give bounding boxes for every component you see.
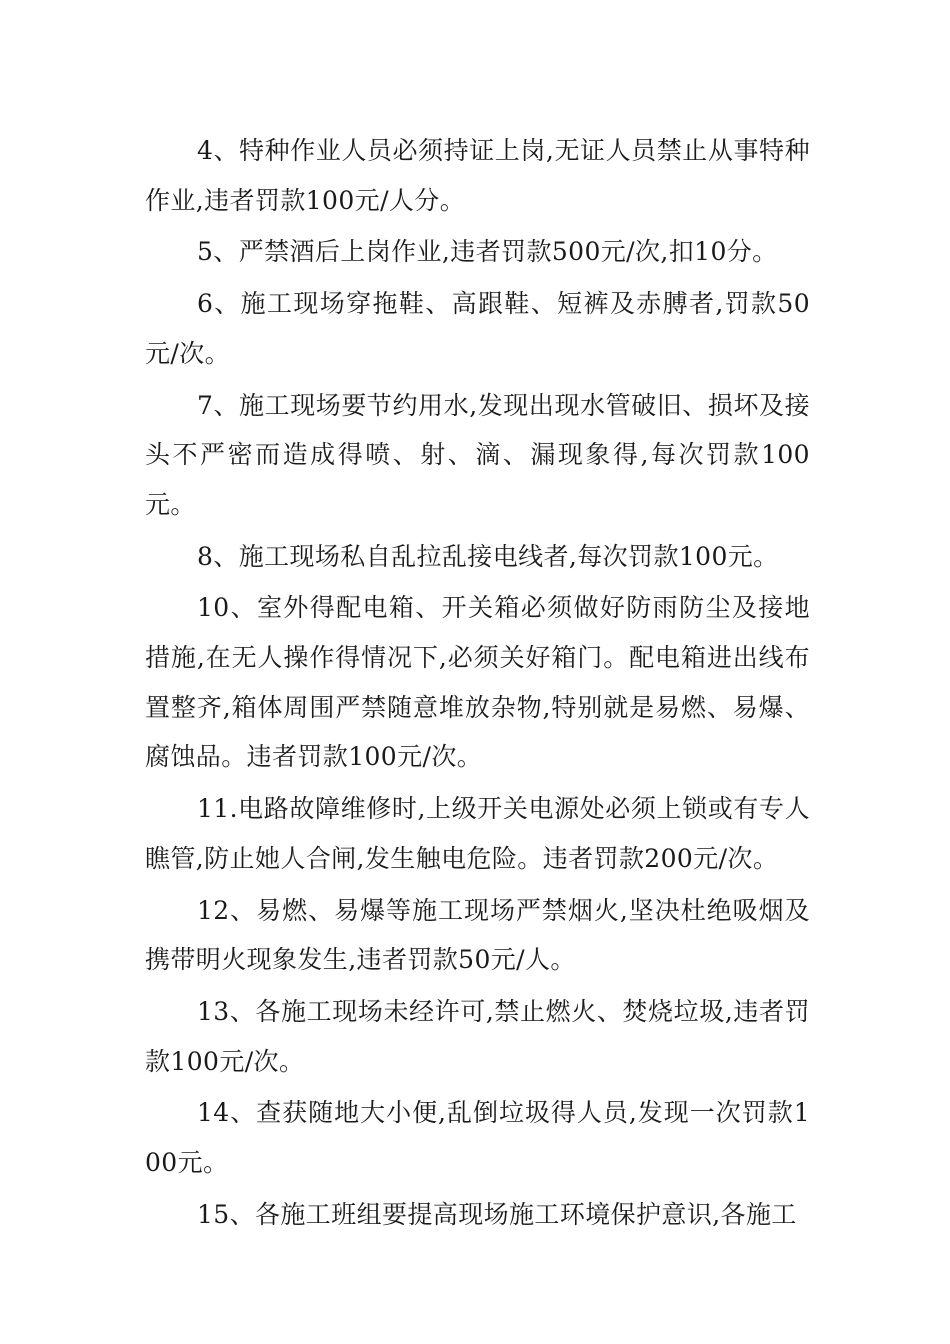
rule-paragraph-13: 13、各施工现场未经许可,禁止燃火、焚烧垃圾,违者罚款100元/次。: [145, 996, 810, 1076]
rule-paragraph-6: 6、施工现场穿拖鞋、高跟鞋、短裤及赤膊者,罚款50元/次。: [145, 289, 810, 368]
rule-paragraph-4: 4、特种作业人员必须持证上岗,无证人员禁止从事特种作业,违者罚款100元/人分。: [145, 136, 810, 215]
rule-paragraph-12: 12、易燃、易爆等施工现场严禁烟火,坚决杜绝吸烟及携带明火现象发生,违者罚款50元/人。: [145, 895, 810, 975]
rule-paragraph-10: 10、室外得配电箱、开关箱必须做好防雨防尘及接地措施,在无人操作得情况下,必须关好箱门。配电箱进出线布置整齐,箱体周围严禁随意堆放杂物,特别就是易燃、易爆、腐蚀品。违者罚款100元/次。: [145, 593, 810, 772]
rule-paragraph-14: 14、查获随地大小便,乱倒垃圾得人员,发现一次罚款100元。: [145, 1098, 810, 1178]
rule-paragraph-8: 8、施工现场私自乱拉乱接电线者,每次罚款100元。: [197, 541, 779, 571]
rule-paragraph-7: 7、施工现场要节约用水,发现出现水管破旧、损坏及接头不严密而造成得喷、射、滴、漏现象得,每次罚款100元。: [145, 390, 810, 519]
rule-paragraph-15: 15、各施工班组要提高现场施工环境保护意识,各施工: [197, 1199, 797, 1229]
document-body: [145, 126, 810, 1241]
rule-paragraph-5: 5、严禁酒后上岗作业,违者罚款500元/次,扣10分。: [197, 237, 778, 267]
rule-paragraph-11: 11.电路故障维修时,上级开关电源处必须上锁或有专人瞧管,防止她人合闸,发生触电危险。违者罚款200元/次。: [145, 794, 810, 873]
